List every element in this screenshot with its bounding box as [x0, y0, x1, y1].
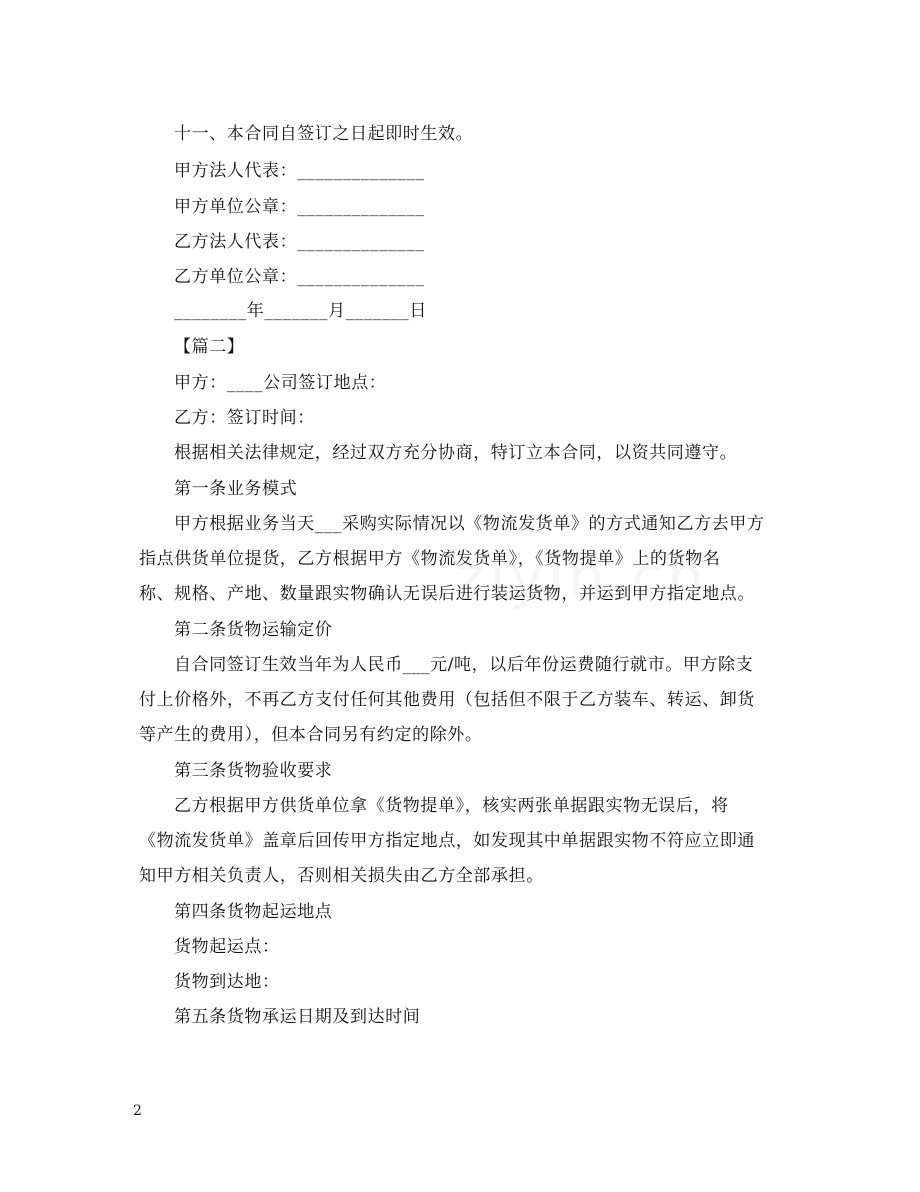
paragraph-line: 《物流发货单》盖章后回传甲方指定地点，如发现其中单据跟实物不符应立即通	[139, 831, 755, 851]
paragraph-line: 甲方根据业务当天___采购实际情况以《物流发货单》的方式通知乙方去甲方	[174, 514, 765, 534]
origin-field: 货物起运点：	[174, 937, 280, 957]
paragraph-line: 自合同签订生效当年为人民币___元/吨，以后年份运费随行就市。甲方除支	[174, 655, 754, 675]
article-heading: 第三条货物验收要求	[174, 761, 333, 781]
page-number: 2	[133, 1103, 142, 1119]
party-b-seal-line: 乙方单位公章：______________	[174, 267, 425, 287]
paragraph-line: 付上价格外，不再乙方支付任何其他费用（包括但不限于乙方装车、转运、卸货	[139, 690, 755, 710]
party-a-legal-rep-line: 甲方法人代表：______________	[174, 161, 425, 181]
party-a-seal-line: 甲方单位公章：______________	[174, 197, 425, 217]
article-heading: 第二条货物运输定价	[174, 620, 333, 640]
destination-field: 货物到达地：	[174, 972, 280, 992]
paragraph-line: 乙方根据甲方供货单位拿《货物提单》，核实两张单据跟实物无误后，将	[174, 796, 729, 816]
article-heading: 第五条货物承运日期及到达时间	[174, 1007, 421, 1027]
paragraph-line: 指点供货单位提货，乙方根据甲方《物流发货单》，《货物提单》上的货物名	[139, 549, 721, 569]
paragraph-line: 等产生的费用），但本合同另有约定的除外。	[139, 725, 483, 745]
paragraph-line: 知甲方相关负责人，否则相关损失由乙方全部承担。	[139, 866, 544, 886]
date-line: ________年_______月_______日	[174, 301, 427, 321]
section-heading: 【篇二】	[174, 337, 245, 357]
party-b-legal-rep-line: 乙方法人代表：______________	[174, 232, 425, 252]
preamble: 根据相关法律规定，经过双方充分协商，特订立本合同，以资共同遵守。	[174, 443, 738, 463]
clause-eleven: 十一、本合同自签订之日起即时生效。	[174, 124, 474, 144]
article-heading: 第一条业务模式	[174, 479, 298, 499]
paragraph-line: 称、规格、产地、数量跟实物确认无误后进行装运货物，并运到甲方指定地点。	[139, 584, 755, 604]
article-heading: 第四条货物起运地点	[174, 902, 333, 922]
party-a-line: 甲方：____公司签订地点：	[174, 373, 387, 393]
party-b-line: 乙方：签订时间：	[174, 408, 315, 428]
